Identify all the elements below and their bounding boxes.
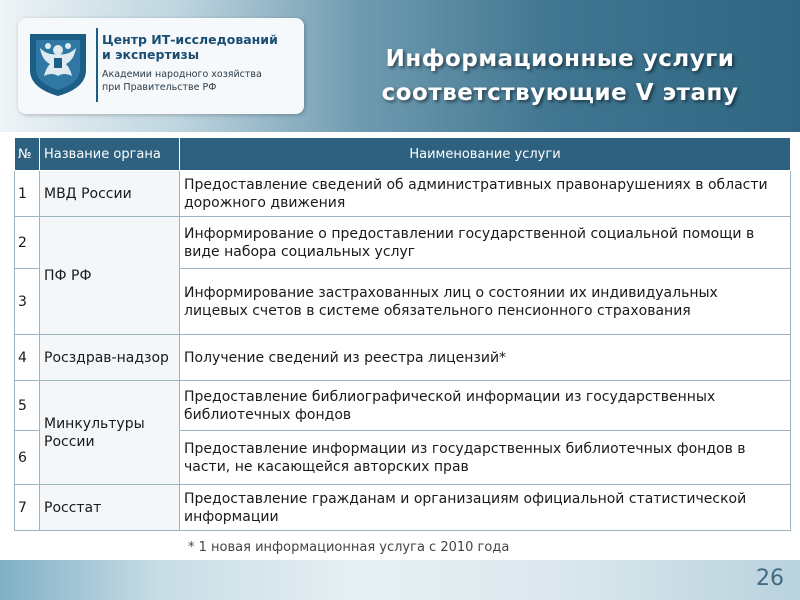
organization-cell: Росстат <box>40 485 180 531</box>
organization-cell: Росздрав-надзор <box>40 335 180 381</box>
service-cell: Информирование о предоставлении государственной социальной помощи в виде набора социальных услуг <box>180 217 791 269</box>
table-header-row <box>15 138 791 171</box>
row-number: 1 <box>15 171 40 217</box>
footer-bar <box>0 560 800 600</box>
row-number: 5 <box>15 381 40 431</box>
organization-logo <box>18 18 304 114</box>
services-table-container <box>14 137 790 531</box>
slide-title-line1: Информационные услуги <box>385 46 735 72</box>
service-cell: Получение сведений из реестра лицензий* <box>180 335 791 381</box>
organization-affiliation <box>102 68 302 94</box>
service-cell: Предоставление информации из государственных библиотечных фондов в части, не касающейся авторских прав <box>180 431 791 485</box>
organization-cell: МВД России <box>40 171 180 217</box>
organization-cell: ПФ РФ <box>40 217 180 335</box>
footnote: * 1 новая информационная услуга с 2010 года <box>188 540 510 555</box>
service-cell: Информирование застрахованных лиц о состоянии их индивидуальных лицевых счетов в системе обязательного пенсионного страхования <box>180 269 791 335</box>
organization-name-line1: Центр ИТ-исследований <box>102 32 278 47</box>
table-row <box>15 217 791 269</box>
table-row <box>15 485 791 531</box>
row-number: 4 <box>15 335 40 381</box>
organization-name-line2: и экспертизы <box>102 47 200 62</box>
slide-title <box>330 42 790 110</box>
service-cell: Предоставление библиографической информации из государственных библиотечных фондов <box>180 381 791 431</box>
header-service: Наименование услуги <box>180 138 791 171</box>
row-number: 7 <box>15 485 40 531</box>
table-row <box>15 335 791 381</box>
organization-affiliation-line1: Академии народного хозяйства <box>102 69 262 80</box>
row-number: 6 <box>15 431 40 485</box>
header-organization: Название органа <box>40 138 180 171</box>
logo-divider <box>96 28 98 102</box>
organization-affiliation-line2: при Правительстве РФ <box>102 82 217 93</box>
organization-cell: Минкультуры России <box>40 381 180 485</box>
slide-title-line2: соответствующие V этапу <box>381 80 739 106</box>
page-number: 26 <box>756 566 784 591</box>
services-table <box>14 137 791 531</box>
row-number: 2 <box>15 217 40 269</box>
table-row <box>15 171 791 217</box>
service-cell: Предоставление сведений об административных правонарушениях в области дорожного движения <box>180 171 791 217</box>
double-headed-eagle-emblem-icon <box>26 30 90 98</box>
service-cell: Предоставление гражданам и организациям официальной статистической информации <box>180 485 791 531</box>
row-number: 3 <box>15 269 40 335</box>
organization-name <box>102 32 302 62</box>
header-number: № <box>15 138 40 171</box>
table-row <box>15 381 791 431</box>
